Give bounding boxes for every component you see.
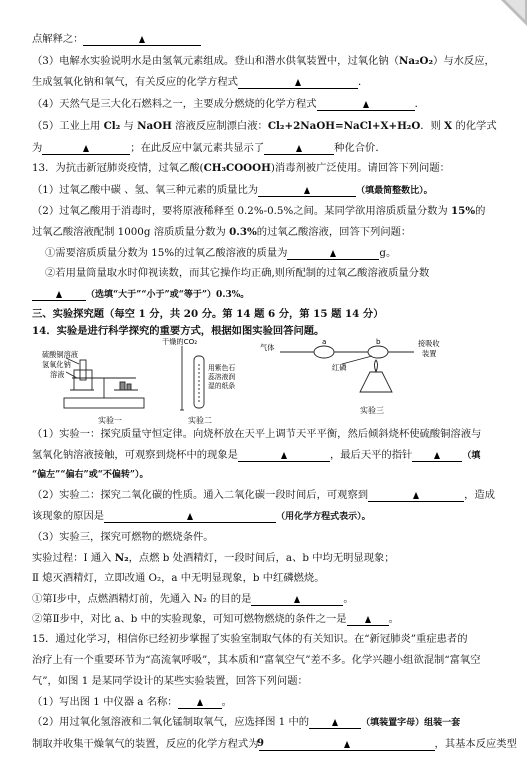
line-25: ②第Ⅱ步中，对比 a、b 中的实验现象，可知可燃物燃烧的条件之一是 。 [32,613,399,625]
exp3-label: 装置 [422,349,437,358]
text: 与 [120,120,138,132]
formula: X [444,120,453,132]
balance-base [64,398,144,408]
blank-marker-icon [344,741,350,748]
text: ，造成 [464,489,495,501]
line-09 [32,205,485,218]
blank-marker-icon [363,101,369,108]
answer-blank[interactable] [178,698,222,709]
exp3-label: 接吸收 [418,339,440,348]
experiment-3-apparatus [280,346,414,392]
answer-blank[interactable] [264,144,334,155]
text: （选填“大于”“小于”或“等于”）0.3%。 [86,290,250,300]
text: 生成氢氧化钠和氧气，有关反应的化学方程式 [32,76,238,88]
blank-marker-icon [281,452,287,459]
blank-marker-icon [295,79,301,86]
question-14: 14．实验是进行科学探究的重要方式，根据如图实验回答问题。 [32,325,325,337]
exp3-label: 气体 [260,343,275,352]
line-24: ①第Ⅰ步中，点燃酒精灯前，先通入 N₂ 的目的是 。 [32,593,354,605]
line-11 [45,247,396,260]
line-29: （1）写出图 1 中仪器 a 名称： 。 [32,696,232,708]
experiment-2-tube [180,346,204,410]
text: 的过氧乙酸溶液，回答下列问题： [256,226,412,238]
exp1-label: 硫酸铜溶液 [42,350,78,359]
line-10 [32,226,411,239]
answer-blank[interactable] [309,718,361,729]
alcohol-lamp [360,372,392,392]
number: 15% [451,205,476,217]
equation: Cl₂+2NaOH=NaCl+X+H₂O [267,120,421,132]
text: ．则 [420,120,445,132]
line-13 [32,288,249,302]
line-05 [32,120,497,133]
text: 溶液反应制漂白液： [171,120,268,132]
line-19 [32,489,495,502]
exp3-label: b [376,338,381,346]
line-03: 生成氢氧化钠和氧气，有关反应的化学方程式 ． [32,76,369,88]
text: ，点燃 b 处酒精灯，一段时间后，a、b 中均无明显现象； [128,552,395,564]
line-12 [45,267,429,280]
answer-blank[interactable] [32,290,86,301]
blank-marker-icon [294,596,300,603]
exp2-label: 湿的纸条 [208,382,236,390]
exp2-label: 干燥的CO₂ [162,338,198,346]
text: （1）实验一：探究质量守恒定律。向烧杯放在天平上调节天平平衡，然后倾斜烧杯使硫酸铜溶液与 [32,428,482,440]
text: ）与水反应， [433,55,495,67]
exp1-label: 溶液 [50,370,65,379]
text: g。 [379,247,397,259]
exp2-caption: 实验二 [188,416,212,425]
text: （填 [462,451,481,461]
blank-marker-icon [330,250,336,257]
line-07 [32,162,450,175]
line-01 [32,33,201,46]
text: ①第Ⅰ步中，点燃酒精灯前，先通入 N₂ 的目的是 [32,593,252,605]
text: 制取并收集干燥氧气的装置，反应的化学方程式为 [32,738,259,750]
text: （3）电解水实验说明水是由氢氧元素组成。登山和潜水供氧装置中，过氧化钠（ [32,55,399,67]
bulb-a [314,346,334,358]
formula: Na₂O₂ [398,55,434,67]
text: （4）天然气是三大化石燃料之一，主要成分燃烧的化学方程式 [32,98,317,110]
answer-blank[interactable] [259,740,435,751]
answer-blank[interactable] [368,491,464,502]
exp2-label: 蕊溶液润 [208,373,236,381]
answer-blank[interactable] [287,249,379,260]
blank-marker-icon [332,719,338,726]
text: （2）实验二：探究二氧化碳的性质。通入二氧化碳一段时间后，可观察到 [32,489,369,501]
text: 该现象的原因是 [32,510,105,522]
experiment-1-balance [64,358,144,408]
line-30 [32,716,460,730]
line-27: 治疗上有一个重要环节为“高流氧呼吸”，其本质和“富氧空气”差不多。化学兴趣小组欲混制“富氧空 [32,654,481,666]
blank-marker-icon [56,291,62,298]
text: ②若用量筒量取水时仰视读数，而其它操作均正确,则所配制的过氧乙酸溶液质量分数 [45,267,430,279]
text: 的 [475,205,486,217]
exp1-caption: 实验一 [98,416,122,425]
blank-marker-icon [434,452,440,459]
label-pointer [342,356,372,364]
line-17 [32,449,480,463]
label-pointer [66,372,77,378]
exp2-label: 用紫色石 [208,364,236,372]
text: （填装置字母）组装一套 [361,718,461,728]
formula: NaOH [137,120,172,132]
blank-marker-icon [139,36,145,43]
text: ②第Ⅱ步中，对比 a、b 中的实验现象，可知可燃物燃烧的条件之一是 [32,613,347,625]
line-06 [32,142,386,155]
text: )消毒剂被广泛使用。请回答下列问题： [270,162,450,174]
exp3-caption: 实验三 [360,406,384,415]
text: （填最简整数比）。 [356,186,433,196]
answer-blank[interactable] [258,186,356,197]
line-18 [32,468,149,482]
line-02 [32,55,495,68]
formula: Cl₂ [103,120,121,132]
page-corner-fold-inner [505,0,525,20]
exp3-label: 红磷 [332,363,347,372]
page-number: 9 [257,738,264,749]
text: 13．为抗击新冠肺炎疫情，过氧乙酸( [32,162,204,174]
question-15: 15．通过化学习，相信你已经初步掌握了实验室制取气体的有关知识。在“新冠肺炎”重症患者的 [32,633,468,645]
exp1-label: 氢氧化钠 [42,360,71,369]
answer-blank[interactable] [104,512,276,523]
exp3-label: a [322,338,327,346]
text: 氢氧化钠溶液接触，可观察到烧杯中的现象是 [32,449,238,461]
text: “偏左”“偏右”或“不偏转”）。 [32,470,149,480]
answer-blank[interactable] [412,451,462,462]
experiment-figure [42,338,510,438]
text: 的化学式 [452,120,497,132]
answer-blank[interactable] [83,35,201,46]
blank-marker-icon [83,145,89,152]
text: （2）用过氧化氢溶液和二氧化锰制取氧气，应选择图 1 中的 [32,716,310,728]
text: 实验过程：Ⅰ 通入 [32,552,115,564]
text: 点解释之： [32,33,84,45]
text: ，其基本反应类型 [434,738,517,750]
text: ①需要溶质质量分数为 15%的过氧乙酸溶液的质量为 [45,247,288,259]
line-04: （4）天然气是三大化石燃料之一，主要成分燃烧的化学方程式 ． [32,98,425,110]
text: 为 [32,142,43,154]
text: ，最后天平的指针 [329,449,413,461]
line-28: 气”，如图 1 是某同学设计的某些实验装置，回答下列问题： [32,675,308,687]
text: 过氧乙酸溶液配制 1000g 溶质质量分数为 [32,226,230,238]
line-08 [32,184,433,198]
line-22 [32,552,395,565]
section-heading: 三、实验探究题（每空 1 分，共 20 分。第 14 题 6 分，第 15 题 14 分） [32,308,384,320]
formula: CH₃COOOH [203,162,271,174]
line-20 [32,510,371,524]
text: ；在此反应中氯元素共显示了 [130,142,265,154]
blank-marker-icon [296,145,302,152]
answer-blank[interactable] [42,144,130,155]
number: 0.3% [229,226,257,238]
line-16 [32,428,481,441]
text: （5）工业上用 [32,120,104,132]
answer-blank[interactable] [238,78,358,89]
answer-blank[interactable] [251,595,343,606]
blank-marker-icon [413,492,419,499]
answer-blank[interactable] [347,615,389,626]
answer-blank[interactable] [238,451,330,462]
text: （用化学方程式表示）。 [276,512,371,522]
text: （1）过氧乙酸中碳 、氢、氧三种元素的质量比为 [32,184,259,196]
blank-marker-icon [197,699,203,706]
text: （1）写出图 1 中仪器 a 名称： [32,696,178,708]
formula: N₂ [114,552,129,564]
text: （2）过氧乙酸用于消毒时，要将原液稀释至 0.2%-0.5%之间。某同学欲用溶质质量分数为 [32,205,451,217]
weight [127,384,131,390]
blank-marker-icon [304,187,310,194]
weight [120,382,125,390]
text: 种化合价． [334,142,386,154]
blank-marker-icon [187,513,193,520]
line-23: Ⅱ 熄灭酒精灯，立即改通 O₂，a 中无明显现象，b 中红磷燃烧。 [32,572,325,584]
flame [375,360,378,372]
line-31 [32,738,517,751]
line-21: （3）实验三，探究可燃物的燃烧条件。 [32,531,214,543]
answer-blank[interactable] [317,100,415,111]
blank-marker-icon [365,616,371,623]
